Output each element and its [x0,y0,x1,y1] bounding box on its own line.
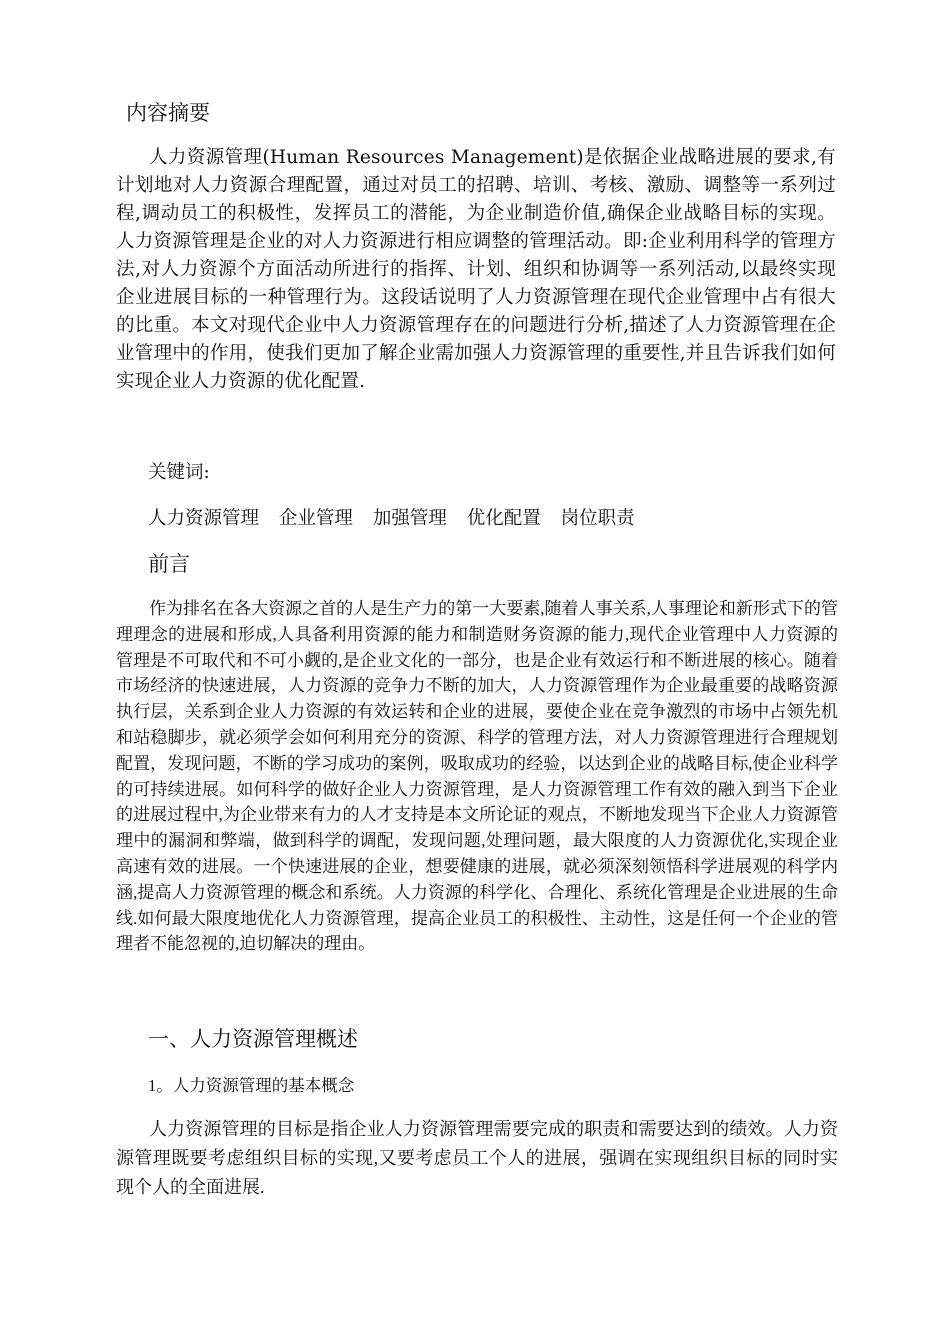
section-paragraph: 人力资源管理的目标是指企业人力资源管理需要完成的职责和需要达到的绩效。人力资源管理既要考虑组织目标的实现,又要考虑员工个人的进展，强调在实现组织目标的同时实现个人的全面进展. [116,1119,838,1197]
keyword-item: 加强管理 [372,508,447,529]
keywords-label: 关键词: [148,462,210,483]
preface-heading: 前言 [148,552,190,576]
preface-paragraph: 作为排名在各大资源之首的人是生产力的第一大要素,随着人事关系,人事理论和新形式下的管理理念的进展和形成,人具备利用资源的能力和制造财务资源的能力,现代企业管理中人力资源的管理是不可取代和不可小觑的,是企业文化的一部分，也是企业有效运行和不断进展的核心。随着市场经济的快速进展，人力资源的竞争力不断的加大，人力资源管理作为企业最重要的战略资源执行层，关系到企业人力资源的有效运转和企业的进展，要使企业在竞争激烈的市场中占领先机和站稳脚步，就必须学会如何利用充分的资源、科学的管理方法，对人力资源管理进行合理规划配置，发现问题，不断的学习成功的案例，吸取成功的经验，以达到企业的战略目标,使企业科学的可持续进展。如何科学的做好企业人力资源管理，是人力资源管理工作有效的融入到当下企业的进展过程中,为企业带来有力的人才支持是本文所论证的观点，不断地发现当下企业人力资源管理中的漏洞和弊端，做到科学的调配，发现问题,处理问题，最大限度的人力资源优化,实现企业高速有效的进展。一个快速进展的企业，想要健康的进展，就必须深刻领悟科学进展观的科学内涵,提高人力资源管理的概念和系统。人力资源的科学化、合理化、系统化管理是企业进展的生命线.如何最大限度地优化人力资源管理，提高企业员工的积极性、主动性，这是任何一个企业的管理者不能忽视的,迫切解决的理由。 [116,599,838,954]
keywords-list [148,504,649,530]
subsection-heading: 1。人力资源管理的基本概念 [148,1076,355,1095]
keyword-item: 岗位职责 [560,508,635,529]
section-heading: 一、人力资源管理概述 [148,1027,358,1051]
keyword-item: 企业管理 [278,508,353,529]
abstract-paragraph: 人力资源管理(Human Resources Management)是依据企业战略进展的要求,有计划地对人力资源合理配置，通过对员工的招聘、培训、考核、激励、调整等一系列过程,调动员工的积极性，发挥员工的潜能，为企业制造价值,确保企业战略目标的实现。人力资源管理是企业的对人力资源进行相应调整的管理活动。即:企业利用科学的管理方法,对人力资源个方面活动所进行的指挥、计划、组织和协调等一系列活动,以最终实现企业进展目标的一种管理行为。这段话说明了人力资源管理在现代企业管理中占有很大的比重。本文对现代企业中人力资源管理存在的问题进行分析,描述了人力资源管理在企业管理中的作用，使我们更加了解企业需加强人力资源管理的重要性,并且告诉我们如何实现企业人力资源的优化配置. [116,147,836,392]
keyword-item: 优化配置 [466,508,541,529]
keyword-item: 人力资源管理 [148,508,260,529]
abstract-heading: 内容摘要 [126,101,210,125]
